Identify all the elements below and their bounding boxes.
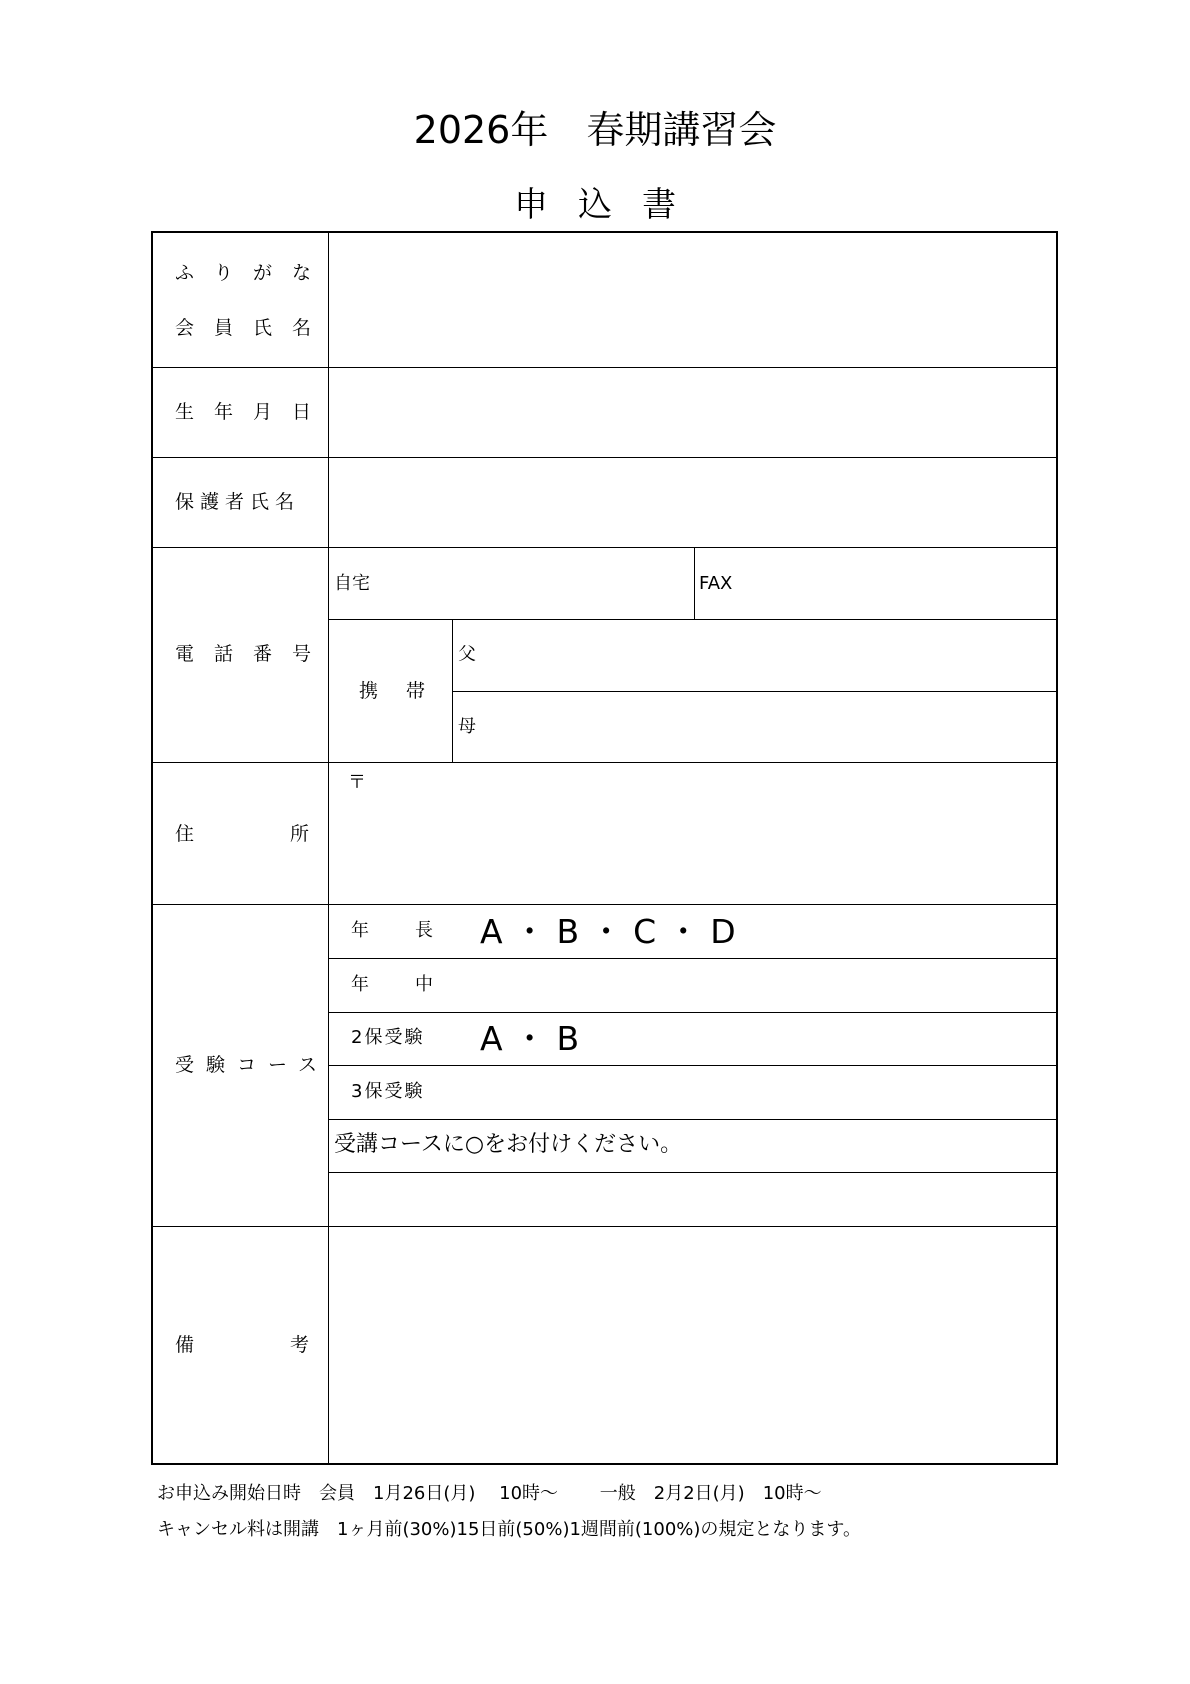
page-title: 2026年 春期講習会	[413, 108, 777, 152]
footer-cancellation-policy: キャンセル料は開講 1ヶ月前(30%)15日前(50%)1週間前(100%)の規定となります。	[157, 1519, 861, 1540]
member-name-field[interactable]	[330, 235, 1054, 365]
row-divider-birthdate	[153, 457, 1056, 458]
row-divider-course	[153, 1226, 1056, 1227]
course-3ho-exam-label: 3保受験	[351, 1081, 425, 1102]
row-divider-phone	[153, 762, 1056, 763]
course-divider-2	[328, 1012, 1056, 1013]
page-subtitle: 申込書	[514, 185, 706, 225]
row-divider-guardian	[153, 547, 1056, 548]
mobile-label: 携帯	[359, 680, 454, 702]
course-divider-1	[328, 958, 1056, 959]
course-2ho-exam-label: 2保受験	[351, 1027, 425, 1048]
application-form	[151, 231, 1058, 1465]
footer-start-date: お申込み開始日時 会員 1月26日(月) 10時～ 一般 2月2日(月) 10時～	[157, 1483, 822, 1504]
row-divider-name	[153, 367, 1056, 368]
birthdate-field[interactable]	[330, 369, 1054, 455]
course-divider-3	[328, 1065, 1056, 1066]
home-phone-label: 自宅	[334, 573, 370, 594]
phone-label: 電話番号	[175, 643, 332, 665]
fax-label: FAX	[699, 573, 733, 594]
course-kinder-senior-label: 年 長	[351, 920, 447, 941]
mother-label: 母	[458, 716, 476, 737]
course-2ho-exam-options[interactable]: A ・ B	[480, 1019, 580, 1058]
birthdate-label: 生年月日	[175, 401, 332, 423]
course-kinder-senior-options[interactable]: A ・ B ・ C ・ D	[480, 912, 736, 951]
guardian-label: 保護者氏名	[175, 491, 301, 513]
member-name-label: 会員氏名	[175, 317, 332, 339]
home-fax-divider	[694, 547, 695, 619]
remarks-label: 備考	[175, 1334, 406, 1356]
address-field[interactable]	[330, 764, 1054, 902]
course-divider-5	[328, 1172, 1056, 1173]
course-kinder-middle-label: 年 中	[351, 974, 447, 995]
course-extra-field[interactable]	[330, 1174, 1054, 1224]
remarks-field[interactable]	[330, 1228, 1054, 1462]
father-mother-divider	[452, 691, 1056, 692]
guardian-name-field[interactable]	[330, 459, 1054, 545]
course-label: 受験コース	[175, 1054, 330, 1076]
address-label: 住所	[175, 823, 406, 845]
furigana-label: ふりがな	[175, 262, 332, 284]
course-instruction: 受講コースに○をお付けください。	[334, 1132, 683, 1157]
postal-mark: 〒	[348, 772, 366, 793]
phone-home-divider	[328, 619, 1056, 620]
row-divider-address	[153, 904, 1056, 905]
father-label: 父	[458, 644, 476, 665]
course-divider-4	[328, 1119, 1056, 1120]
